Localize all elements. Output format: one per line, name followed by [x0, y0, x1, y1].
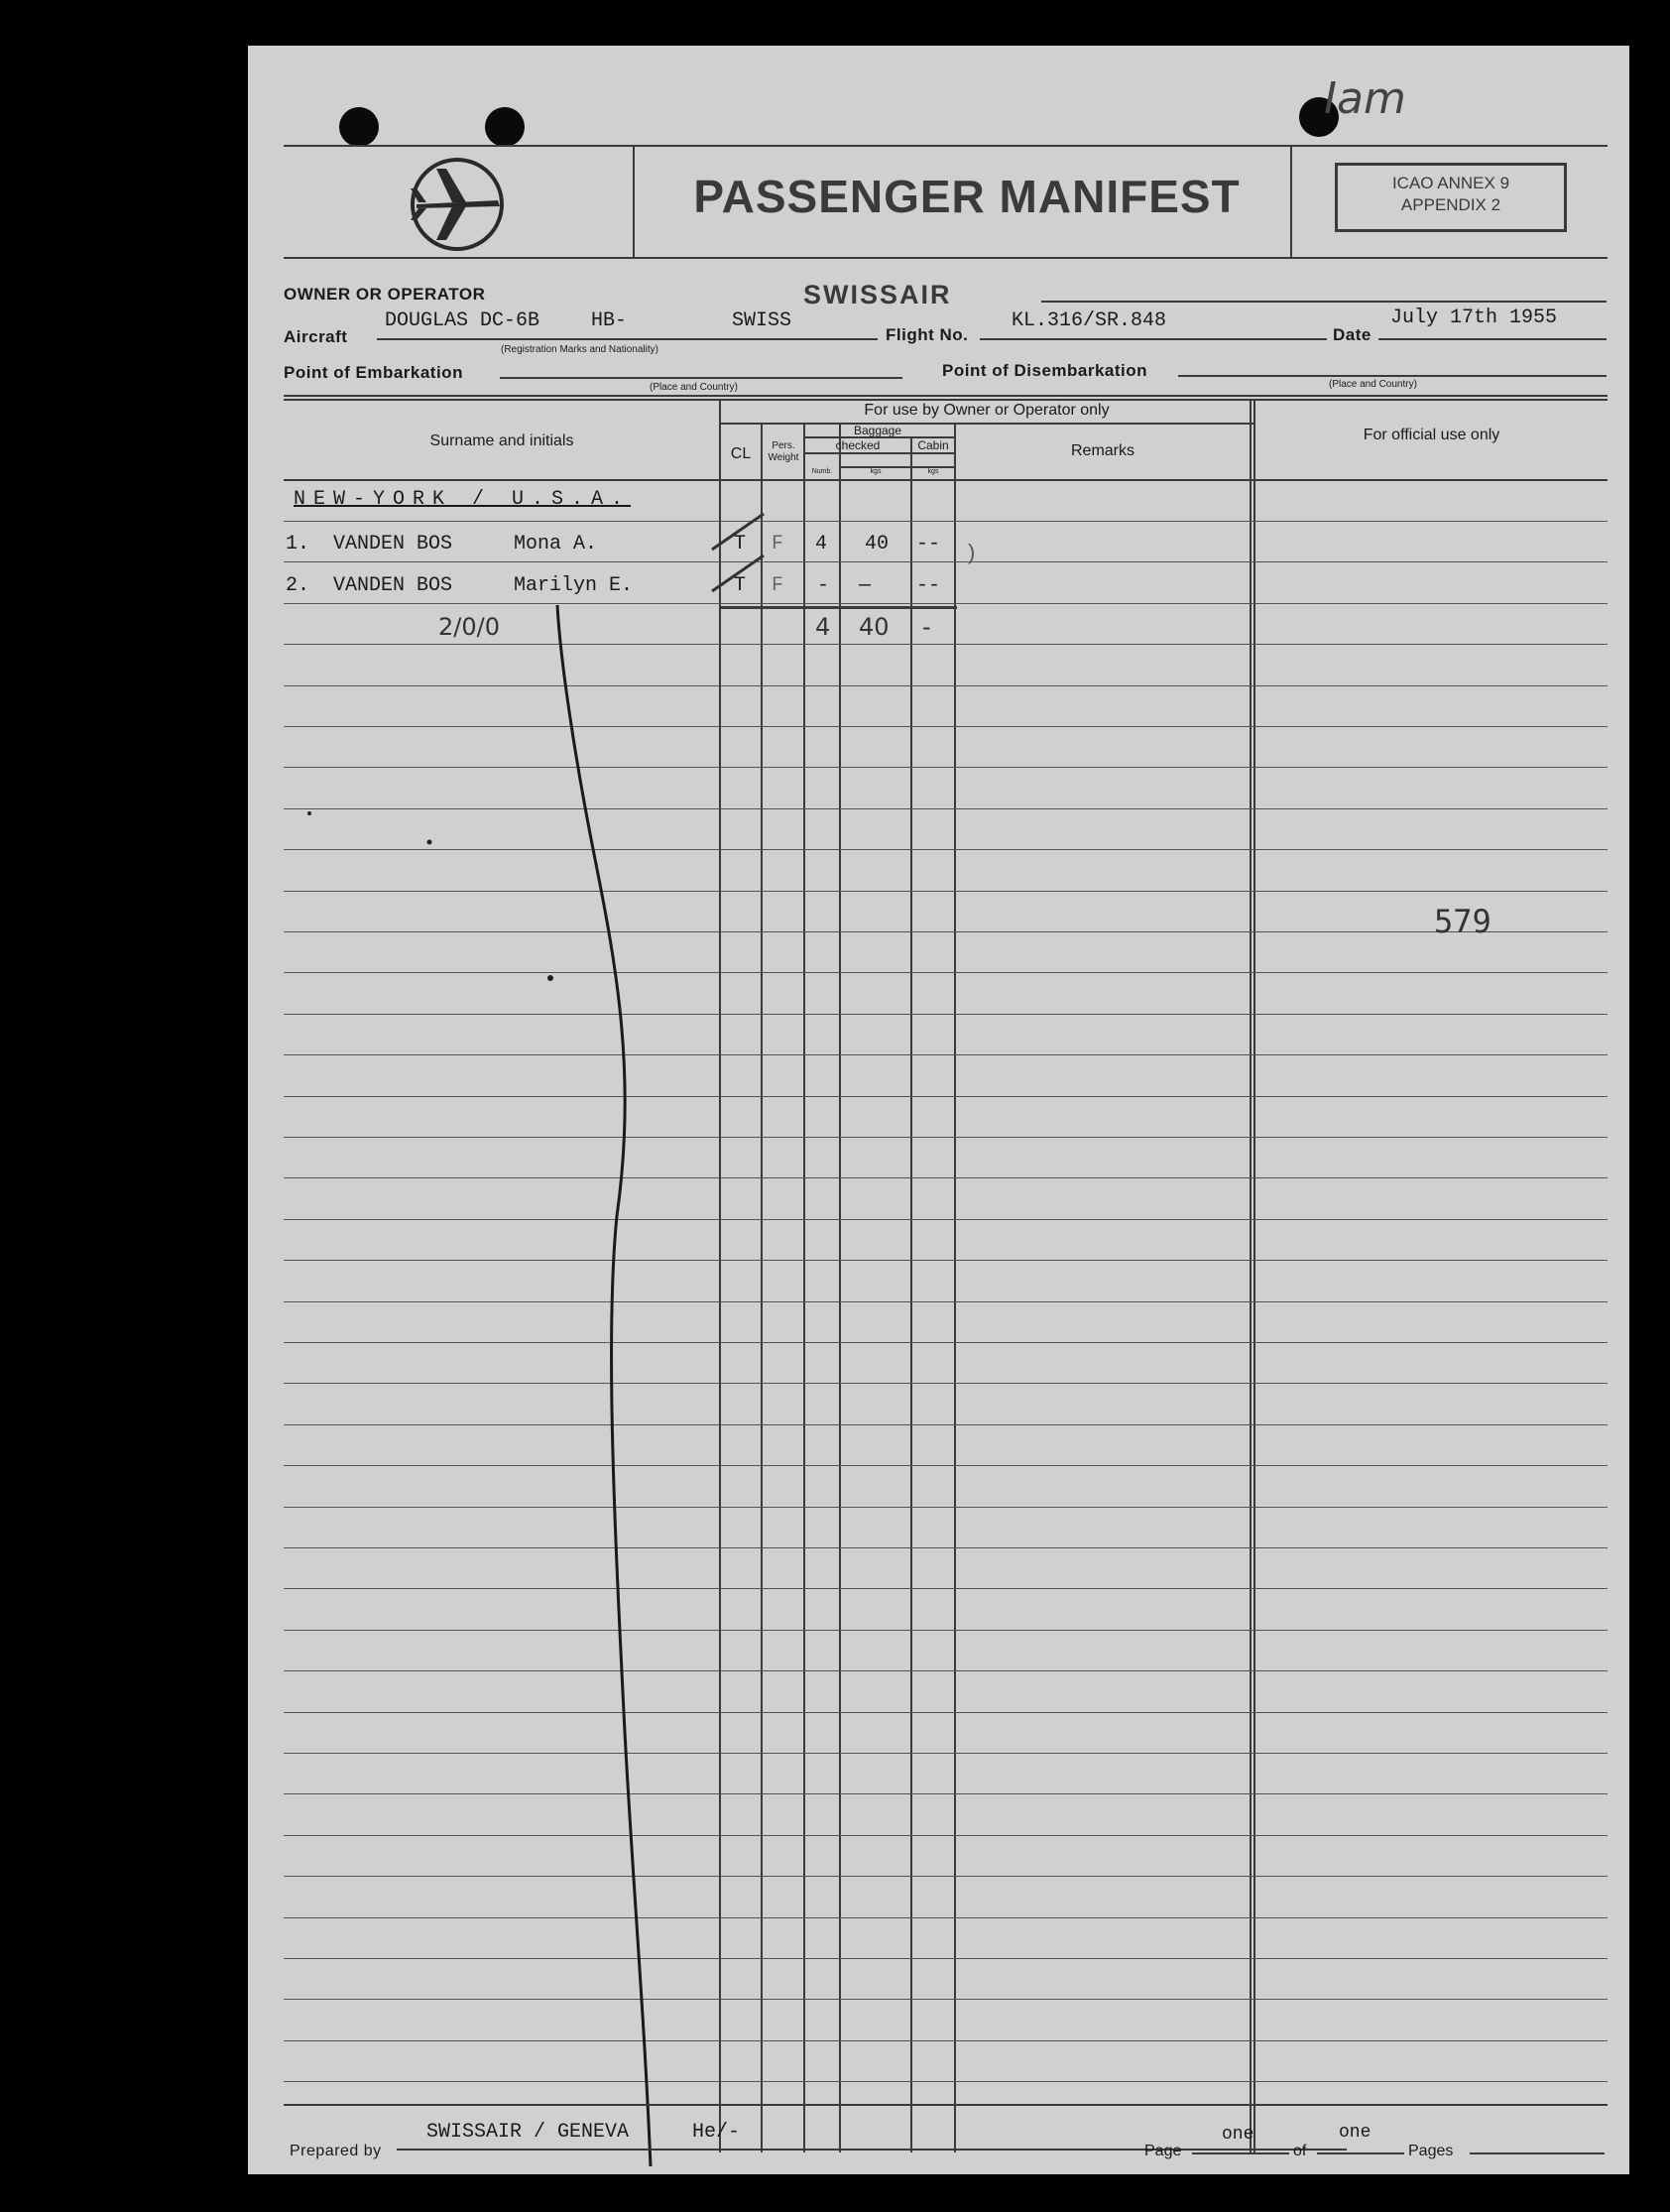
official-number: 579 — [1434, 903, 1491, 940]
ruled-row-line — [284, 1547, 1608, 1548]
ruled-row-line — [284, 2081, 1608, 2082]
ruled-row-line — [284, 603, 1608, 604]
icao-box — [1335, 163, 1567, 232]
cl-checkmarks — [706, 512, 785, 631]
ruled-row-line — [284, 1260, 1608, 1261]
ruled-row-line — [284, 1424, 1608, 1425]
numb-header: Numb. — [811, 468, 833, 475]
ruled-row-line — [284, 644, 1608, 645]
prepared-label: Prepared by — [290, 2143, 382, 2159]
section-heading: NEW-YORK / U.S.A. — [294, 488, 632, 511]
kgs-header: kgs — [870, 468, 882, 475]
row2-surname: VANDEN BOS — [333, 574, 453, 597]
ruled-row-line — [284, 1465, 1608, 1466]
row2-initials: Marilyn E. — [514, 574, 634, 597]
ruled-row-line — [284, 685, 1608, 686]
prepared-initials: He/- — [692, 2121, 741, 2144]
row1-cabin: -- — [916, 533, 941, 555]
flight-label: Flight No. — [886, 325, 969, 344]
page-label: Page — [1144, 2143, 1182, 2159]
row1-initials: Mona A. — [514, 533, 598, 555]
disembarkation-label: Point of Disembarkation — [942, 361, 1148, 380]
ruled-row-line — [284, 1917, 1608, 1918]
ruled-row-line — [284, 849, 1608, 850]
icao-line2: APPENDIX 2 — [1400, 195, 1501, 214]
manifest-sheet — [248, 46, 1629, 2174]
row1-surname: VANDEN BOS — [333, 533, 453, 555]
date-label: Date — [1333, 325, 1372, 344]
ruled-row-line — [284, 1753, 1608, 1754]
of-label: of — [1293, 2143, 1307, 2159]
baggage-header: Baggage — [853, 424, 902, 437]
ruled-row-line — [284, 1670, 1608, 1671]
row1-num: 1. — [286, 533, 310, 555]
operator-use-header: For use by Owner or Operator only — [864, 402, 1110, 419]
ruled-row-line — [284, 1177, 1608, 1178]
ruled-row-line — [284, 931, 1608, 932]
row1-cl: T — [734, 533, 747, 555]
operator-value: SWISSAIR — [803, 280, 952, 309]
aircraft-type: DOUGLAS DC-6B — [385, 309, 540, 332]
row2-cl: T — [734, 574, 747, 597]
aircraft-registration: HB- — [591, 309, 628, 332]
ruled-row-line — [284, 1096, 1608, 1097]
surname-header: Surname and initials — [429, 432, 574, 449]
ruled-row-line — [284, 1835, 1608, 1836]
official-use-header: For official use only — [1363, 427, 1500, 443]
ruled-row-line — [284, 1630, 1608, 1631]
disembarkation-sublabel: (Place and Country) — [1329, 379, 1417, 390]
aircraft-label: Aircraft — [284, 327, 348, 346]
ruled-row-line — [284, 767, 1608, 768]
ruled-row-line — [284, 726, 1608, 727]
ruled-row-line — [284, 1301, 1608, 1302]
row1-numb: 4 — [815, 533, 828, 555]
row1-pw: F — [772, 533, 784, 555]
ruled-row-line — [284, 561, 1608, 562]
punch-hole-center — [485, 107, 525, 147]
row2-kgs: — — [859, 574, 872, 597]
punch-hole-left — [339, 107, 379, 147]
flight-value: KL.316/SR.848 — [1012, 309, 1167, 332]
ruled-row-line — [284, 1342, 1608, 1343]
corner-mark: Iam — [1324, 73, 1406, 124]
row2-pw: F — [772, 574, 784, 597]
row1-kgs: 40 — [865, 533, 890, 555]
ruled-row-line — [284, 1588, 1608, 1589]
prepared-value: SWISSAIR / GENEVA — [426, 2121, 630, 2144]
icao-line1: ICAO ANNEX 9 — [1391, 174, 1510, 192]
row2-num: 2. — [286, 574, 310, 597]
total-cabin: - — [922, 613, 931, 641]
row2-cabin: -- — [916, 574, 941, 597]
ruled-row-line — [284, 1383, 1608, 1384]
embarkation-sublabel: (Place and Country) — [650, 382, 738, 393]
ruled-row-line — [284, 2040, 1608, 2041]
total-numb: 4 — [815, 613, 831, 641]
pages-label: Pages — [1408, 2143, 1454, 2159]
row2-numb: - — [817, 574, 830, 597]
page-value: one — [1222, 2125, 1254, 2145]
remarks-header: Remarks — [1070, 442, 1134, 459]
ruled-row-line — [284, 891, 1608, 892]
date-value: July 17th 1955 — [1390, 307, 1558, 329]
aircraft-sublabel: (Registration Marks and Nationality) — [501, 344, 658, 355]
total-kgs: 40 — [859, 613, 890, 641]
ruled-row-line — [284, 521, 1608, 522]
ruled-row-line — [284, 808, 1608, 809]
ruled-row-line — [284, 1014, 1608, 1015]
kgs2-header: kgs — [927, 468, 939, 475]
aircraft-nationality: SWISS — [732, 309, 792, 332]
of-value: one — [1339, 2123, 1372, 2143]
ruled-row-line — [284, 1137, 1608, 1138]
ruled-row-line — [284, 1876, 1608, 1877]
checked-header: checked — [835, 438, 881, 452]
ruled-row-line — [284, 1712, 1608, 1713]
cabin-header: Cabin — [917, 438, 949, 452]
operator-label: OWNER OR OPERATOR — [284, 285, 486, 304]
airplane-logo-icon — [405, 157, 510, 252]
ruled-row-line — [284, 1793, 1608, 1794]
cl-header: CL — [730, 445, 752, 462]
ruled-row-line — [284, 1219, 1608, 1220]
embarkation-label: Point of Embarkation — [284, 363, 463, 382]
row1-bracket: ) — [968, 540, 976, 564]
ruled-row-line — [284, 1999, 1608, 2000]
ruled-row-line — [284, 1054, 1608, 1055]
form-title: PASSENGER MANIFEST — [693, 171, 1241, 222]
ruled-row-line — [284, 972, 1608, 973]
ruled-row-line — [284, 1507, 1608, 1508]
total-count: 2/0/0 — [438, 613, 500, 641]
pers-weight-header: Pers. Weight — [768, 440, 799, 463]
ruled-row-line — [284, 1958, 1608, 1959]
